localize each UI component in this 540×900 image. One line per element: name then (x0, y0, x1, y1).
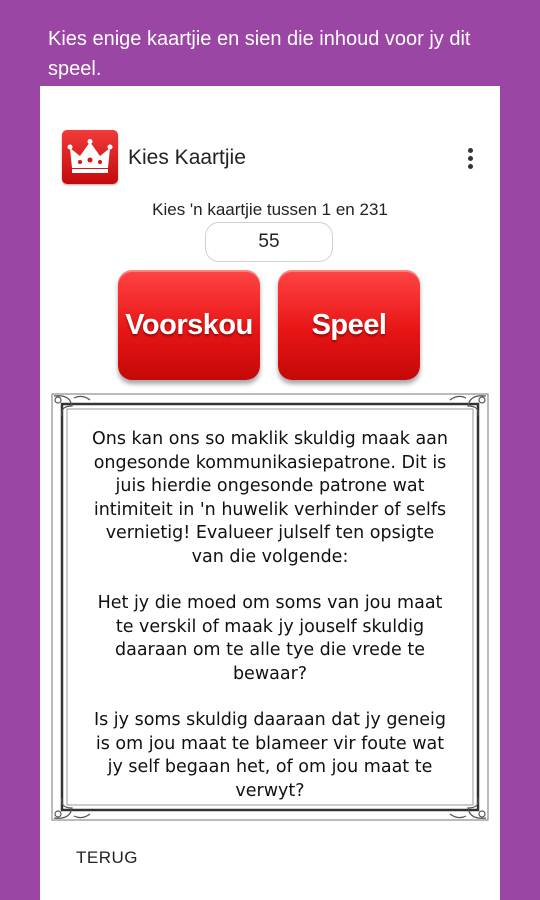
more-vert-icon[interactable] (466, 148, 474, 170)
play-button[interactable]: Speel (278, 270, 420, 380)
app-screen (40, 86, 500, 900)
app-title: Kies Kaartjie (128, 146, 246, 169)
card-paragraph: Het jy die moed om soms van jou maat te verskil of maak jy jouself skuldig daaraan om te alle tye die vrede te bewaar? (97, 593, 443, 684)
back-button[interactable]: TERUG (76, 848, 138, 867)
card-content (50, 392, 490, 822)
preview-button[interactable]: Voorskou (118, 270, 260, 380)
card-paragraph: Ons kan ons so maklik skuldig maak aan ongesonde kommunikasiepatrone. Dit is juis hierdie ongesonde patrone wat intimiteit in 'n huwelik verhinder of selfs vernietig! Evalueer julself ten opsigte van die volgende: (92, 429, 448, 567)
instruction-caption: Kies enige kaartjie en sien die inhoud voor jy dit speel. (48, 28, 471, 80)
card-number-input[interactable] (205, 222, 333, 262)
app-bar (40, 126, 500, 190)
card-range-prompt: Kies 'n kaartjie tussen 1 en 231 (152, 200, 388, 219)
card-paragraph: Is jy soms skuldig daaraan dat jy geneig is om jou maat te blameer vir foute wat jy self begaan het, of om jou maat te verwyt? (93, 710, 447, 801)
crown-icon (62, 130, 118, 184)
card-text (90, 428, 450, 801)
